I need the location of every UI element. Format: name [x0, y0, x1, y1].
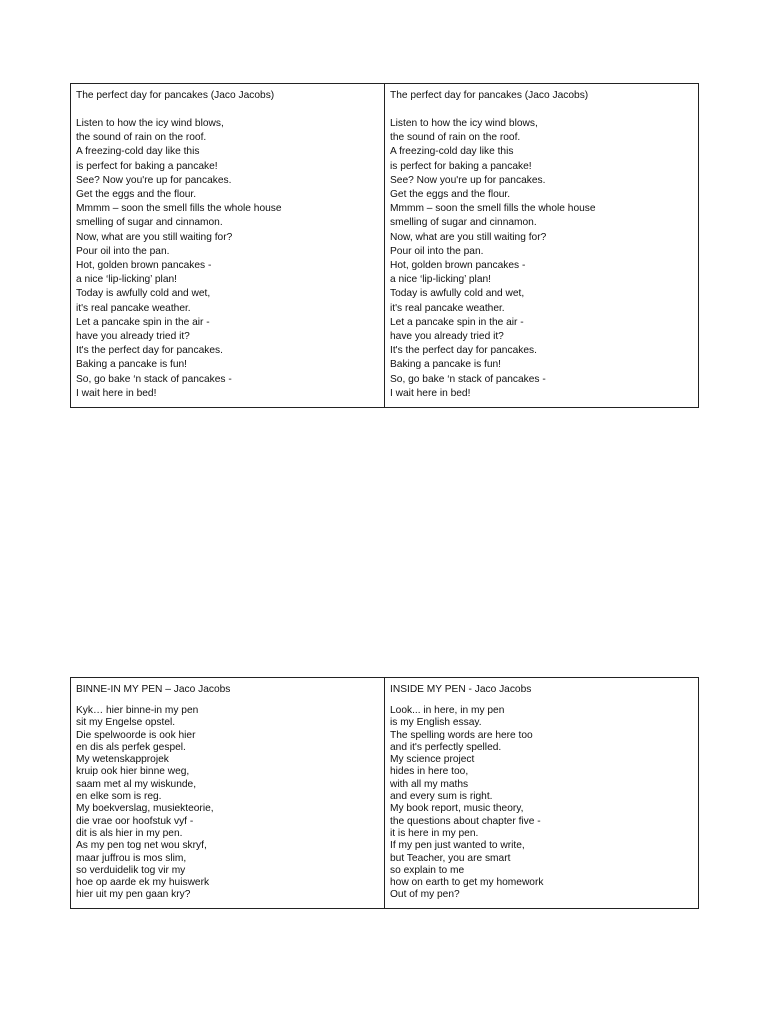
poem-line: Today is awfully cold and wet, — [76, 288, 211, 300]
poem-line: Listen to how the icy wind blows, — [390, 118, 538, 129]
poem-line: it's real pancake weather. — [76, 302, 191, 314]
poem-line: sit my Engelse opstel. — [76, 717, 176, 729]
poem-lines — [390, 705, 693, 902]
poem-line: Today is awfully cold and wet, — [390, 288, 525, 300]
poem-line: en elke som is reg. — [76, 791, 162, 803]
poem-line: have you already tried it? — [390, 331, 504, 343]
poem-line: Now, what are you still waiting for? — [390, 231, 547, 243]
poem-line: hoe op aarde ek my huiswerk — [76, 877, 210, 889]
poem-cell-right — [385, 678, 699, 909]
poem-line: A freezing-cold day like this — [76, 146, 200, 158]
poem-line: Pour oil into the pan. — [390, 245, 484, 257]
poem-line: Out of my pen? — [390, 889, 460, 901]
poem-line: I wait here in bed! — [76, 387, 157, 399]
poem-line: My science project — [390, 754, 475, 766]
poem-lines — [390, 117, 693, 401]
poem-line: See? Now you're up for pancakes. — [76, 174, 232, 186]
poem-line: hides in here too, — [390, 766, 469, 778]
poem-line: so verduidelik tog vir my — [76, 864, 186, 876]
poem-line: a nice ‘lip-licking’ plan! — [76, 274, 177, 286]
poem-line: Look... in here, in my pen — [390, 705, 505, 716]
poem-title: The perfect day for pancakes (Jaco Jacobs) — [76, 90, 275, 101]
poem-line: I wait here in bed! — [390, 387, 471, 399]
poem-line: As my pen tog net wou skryf, — [76, 840, 207, 852]
poem-line: is my English essay. — [390, 717, 482, 729]
poem-line: have you already tried it? — [76, 331, 190, 343]
poem-line: smelling of sugar and cinnamon. — [76, 217, 223, 229]
poem-line: is perfect for baking a pancake! — [76, 160, 218, 172]
poem-line: with all my maths — [390, 778, 469, 790]
poem-table-pen — [70, 677, 699, 909]
poem-line: Mmmm – soon the smell fills the whole house — [76, 203, 282, 215]
poem-line: but Teacher, you are smart — [390, 852, 511, 864]
poem-cell-left — [71, 678, 385, 909]
poem-line: die vrae oor hoofstuk vyf - — [76, 815, 194, 827]
poem-line: It's the perfect day for pancakes. — [76, 345, 223, 357]
poem-line: how on earth to get my homework — [390, 877, 544, 889]
poem-line: So, go bake ‘n stack of pancakes - — [390, 373, 546, 385]
poem-line: My book report, music theory, — [390, 803, 524, 815]
poem-line: Baking a pancake is fun! — [76, 359, 188, 371]
table-row — [71, 678, 699, 909]
poem-line: kruip ook hier binne weg, — [76, 766, 190, 778]
poem-line: Die spelwoorde is ook hier — [76, 729, 196, 741]
poem-title: BINNE-IN MY PEN – Jaco Jacobs — [76, 684, 231, 695]
poem-cell-left — [71, 84, 385, 408]
poem-line: Mmmm – soon the smell fills the whole house — [390, 203, 596, 215]
poem-line: it's real pancake weather. — [390, 302, 505, 314]
poem-line: and every sum is right. — [390, 791, 493, 803]
poem-line: Baking a pancake is fun! — [390, 359, 502, 371]
poem-line: Get the eggs and the flour. — [390, 189, 511, 201]
poem-title: The perfect day for pancakes (Jaco Jacobs) — [390, 90, 589, 101]
poem-line: it is here in my pen. — [390, 827, 479, 839]
poem-line: Listen to how the icy wind blows, — [76, 118, 224, 129]
poem-line: Get the eggs and the flour. — [76, 189, 197, 201]
poem-line: It's the perfect day for pancakes. — [390, 345, 537, 357]
poem-line: Let a pancake spin in the air - — [76, 316, 210, 328]
poem-line: a nice ‘lip-licking’ plan! — [390, 274, 491, 286]
poem-line: Now, what are you still waiting for? — [76, 231, 233, 243]
table-row — [71, 84, 699, 408]
poem-line: and it's perfectly spelled. — [390, 741, 502, 753]
poem-line: maar juffrou is mos slim, — [76, 852, 187, 864]
poem-line: dit is als hier in my pen. — [76, 827, 183, 839]
poem-line: saam met al my wiskunde, — [76, 778, 197, 790]
poem-line: My boekverslag, musiekteorie, — [76, 803, 214, 815]
poem-line: en dis als perfek gespel. — [76, 741, 186, 753]
poem-title: INSIDE MY PEN - Jaco Jacobs — [390, 684, 532, 695]
poem-cell-right — [385, 84, 699, 408]
poem-table-pancakes — [70, 83, 699, 408]
poem-line: The spelling words are here too — [390, 729, 533, 741]
poem-line: A freezing-cold day like this — [390, 146, 514, 158]
poem-line: hier uit my pen gaan kry? — [76, 889, 191, 901]
poem-line: My wetenskapprojek — [76, 754, 169, 766]
poem-lines — [76, 117, 379, 401]
poem-line: the questions about chapter five - — [390, 815, 541, 827]
poem-line: Hot, golden brown pancakes - — [76, 260, 212, 272]
poem-line: Hot, golden brown pancakes - — [390, 260, 526, 272]
poem-line: Kyk… hier binne-in my pen — [76, 705, 199, 716]
poem-line: smelling of sugar and cinnamon. — [390, 217, 537, 229]
poem-line: so explain to me — [390, 864, 465, 876]
poem-line: the sound of rain on the roof. — [390, 132, 521, 144]
poem-line: So, go bake ‘n stack of pancakes - — [76, 373, 232, 385]
poem-line: is perfect for baking a pancake! — [390, 160, 532, 172]
poem-line: Pour oil into the pan. — [76, 245, 170, 257]
poem-line: If my pen just wanted to write, — [390, 840, 525, 852]
poem-line: See? Now you're up for pancakes. — [390, 174, 546, 186]
poem-line: Let a pancake spin in the air - — [390, 316, 524, 328]
poem-line: the sound of rain on the roof. — [76, 132, 207, 144]
poem-lines — [76, 705, 379, 902]
